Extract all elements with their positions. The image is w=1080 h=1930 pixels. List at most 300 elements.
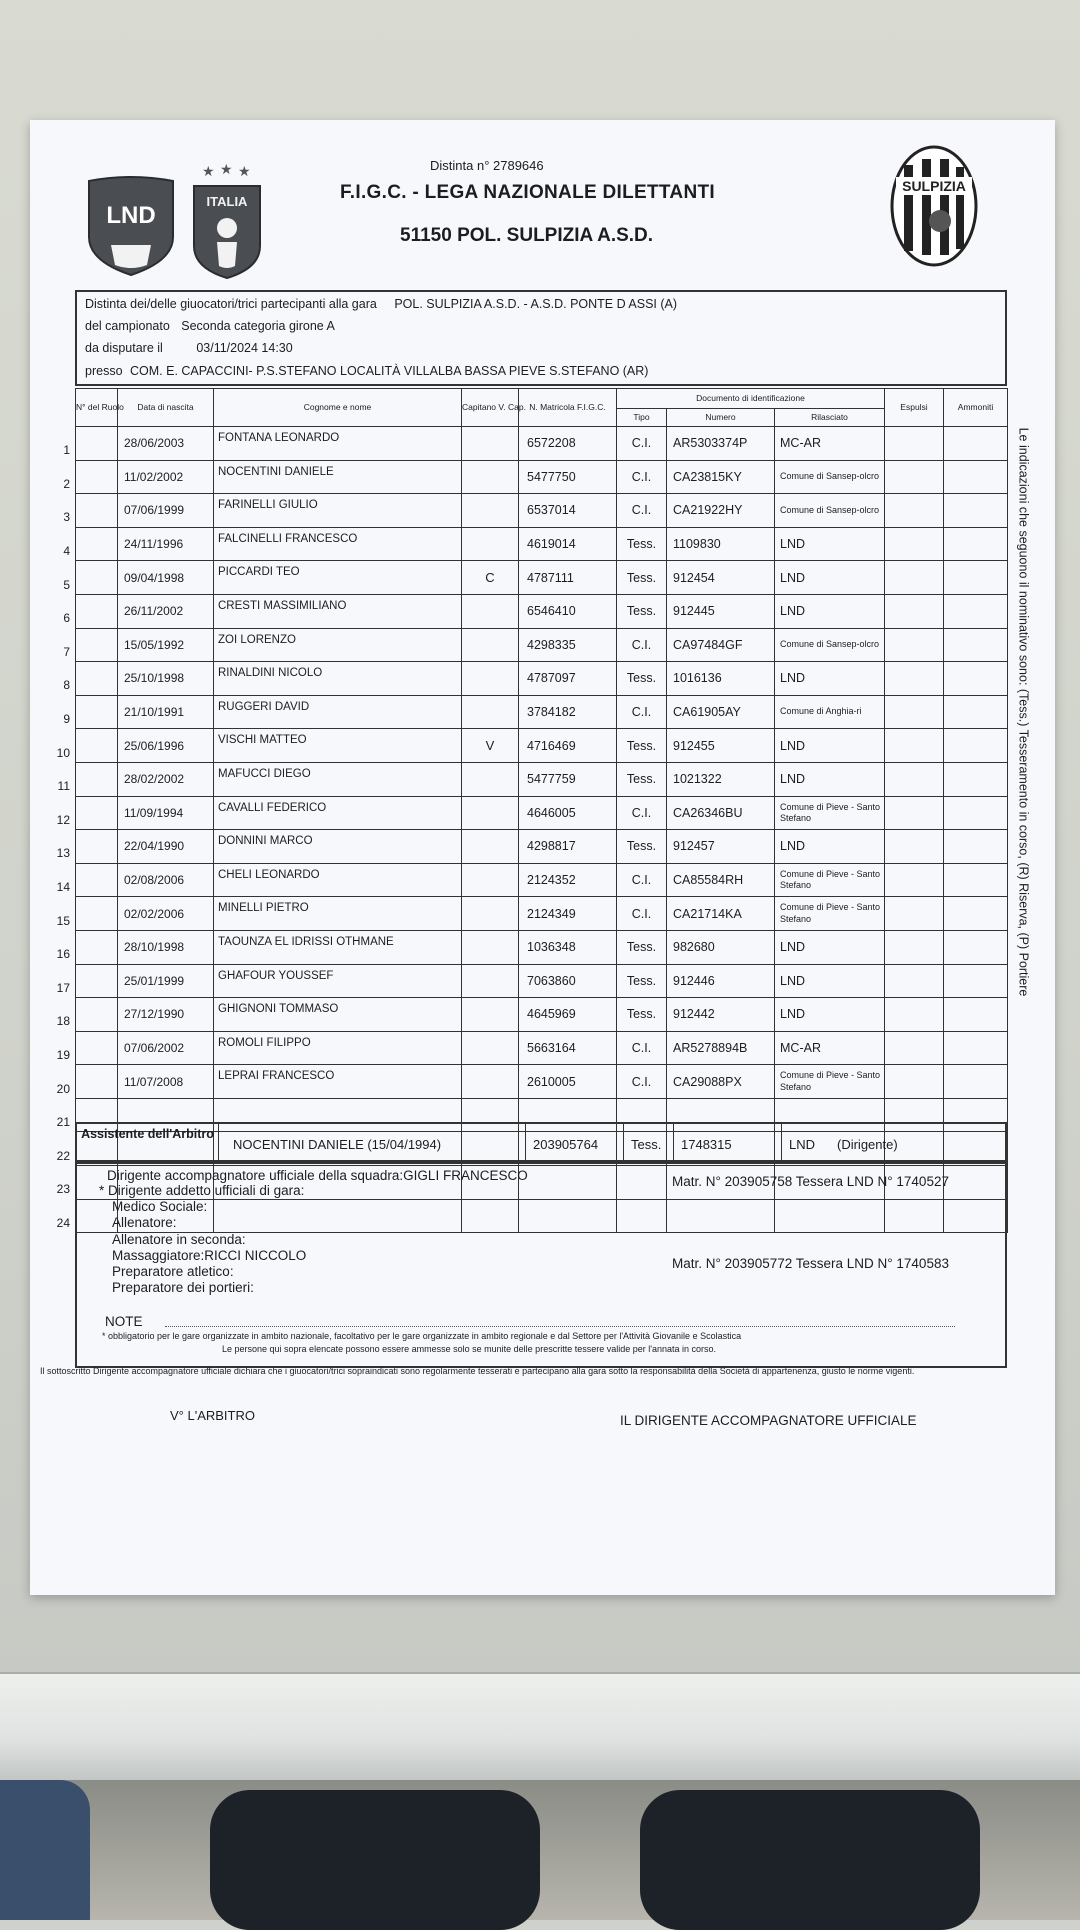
- matricola-cell: 2124349: [519, 897, 617, 931]
- ammoniti-cell: [944, 796, 1008, 830]
- espulsi-cell: [885, 662, 944, 696]
- captain-cell: [462, 762, 519, 796]
- doc-number-cell: 1109830: [667, 527, 775, 561]
- espulsi-cell: [885, 729, 944, 763]
- ruolo-cell: [63, 662, 118, 696]
- ruolo-cell: [56, 830, 118, 864]
- ammoniti-cell: [944, 830, 1008, 864]
- declaration-text: Il sottoscritto Dirigente accompagnatore ufficiale dichiara che i giuocatori/trici sopraindicati sono regolarmente tesserati e partecipano alla gara sotto la responsabilità della Società di appartenenza, giusto le norme vigenti.: [40, 1366, 915, 1376]
- birth-date-cell: 09/04/1998: [118, 561, 214, 595]
- matricola-cell: 4298335: [519, 628, 617, 662]
- doc-number-cell: 912445: [667, 594, 775, 628]
- issued-by-cell: Comune di Pieve - Santo Stefano: [775, 1065, 885, 1099]
- player-name-cell: GHIGNONI TOMMASO: [214, 998, 462, 1032]
- col-nascita: Data di nascita: [118, 389, 214, 427]
- espulsi-cell: [885, 1065, 944, 1099]
- row-number: 2: [63, 476, 70, 491]
- doc-number-cell: CA29088PX: [667, 1065, 775, 1099]
- player-row: [76, 729, 1008, 763]
- birth-date-cell: 25/10/1998: [118, 662, 214, 696]
- assistant-rilasciato: LND: [789, 1137, 816, 1152]
- issued-by-cell: Comune di Sansep-olcro: [775, 460, 885, 494]
- dirigente-line: Dirigente accompagnatore ufficiale della squadra:GIGLI FRANCESCO: [107, 1168, 528, 1183]
- match-sheet: [30, 120, 1055, 1595]
- matricola-cell: 4645969: [519, 998, 617, 1032]
- doc-type-cell: C.I.: [617, 897, 667, 931]
- matricola-cell: 1036348: [519, 930, 617, 964]
- birth-date-cell: 25/01/1999: [118, 964, 214, 998]
- doc-type-cell: C.I.: [617, 494, 667, 528]
- issued-by-cell: LND: [775, 762, 885, 796]
- jeans-leg: [0, 1780, 90, 1920]
- matricola-cell: 2124352: [519, 863, 617, 897]
- player-name-cell: CAVALLI FEDERICO: [214, 796, 462, 830]
- club-title: 51150 POL. SULPIZIA A.S.D.: [400, 225, 654, 246]
- player-name-cell: DONNINI MARCO: [214, 830, 462, 864]
- matricola-cell: 4787097: [519, 662, 617, 696]
- col-numero: Numero: [667, 409, 775, 427]
- espulsi-cell: [885, 695, 944, 729]
- doc-number-cell: CA61905AY: [667, 695, 775, 729]
- row-number: 3: [63, 510, 70, 525]
- ammoniti-cell: [944, 998, 1008, 1032]
- issued-by-cell: LND: [775, 729, 885, 763]
- ammoniti-cell: [944, 628, 1008, 662]
- row-number: 4: [63, 544, 70, 559]
- player-row: [76, 863, 1008, 897]
- birth-date-cell: 11/07/2008: [118, 1065, 214, 1099]
- ammoniti-cell: [944, 1031, 1008, 1065]
- ruolo-cell: [63, 628, 118, 662]
- issued-by-cell: Comune di Pieve - Santo Stefano: [775, 796, 885, 830]
- issued-by-cell: MC-AR: [775, 427, 885, 461]
- player-name-cell: MINELLI PIETRO: [214, 897, 462, 931]
- espulsi-cell: [885, 930, 944, 964]
- svg-text:SULPIZIA: SULPIZIA: [902, 178, 966, 194]
- player-name-cell: LEPRAI FRANCESCO: [214, 1065, 462, 1099]
- ruolo-cell: [63, 527, 118, 561]
- issued-by-cell: MC-AR: [775, 1031, 885, 1065]
- espulsi-cell: [885, 427, 944, 461]
- birth-date-cell: 25/06/1996: [118, 729, 214, 763]
- issued-by-cell: LND: [775, 594, 885, 628]
- espulsi-cell: [885, 762, 944, 796]
- birth-date-cell: 07/06/2002: [118, 1031, 214, 1065]
- doc-number-cell: 912442: [667, 998, 775, 1032]
- issued-by-cell: LND: [775, 527, 885, 561]
- row-number: 11: [57, 779, 70, 794]
- player-name-cell: RINALDINI NICOLO: [214, 662, 462, 696]
- doc-type-cell: Tess.: [617, 998, 667, 1032]
- doc-number-cell: CA85584RH: [667, 863, 775, 897]
- matricola-cell: 5477750: [519, 460, 617, 494]
- doc-type-cell: Tess.: [617, 930, 667, 964]
- doc-type-cell: C.I.: [617, 1031, 667, 1065]
- espulsi-cell: [885, 1031, 944, 1065]
- captain-cell: [462, 930, 519, 964]
- matricola-cell: 5663164: [519, 1031, 617, 1065]
- ammoniti-cell: [944, 863, 1008, 897]
- match-info: [75, 290, 1007, 386]
- ammoniti-cell: [944, 527, 1008, 561]
- ammoniti-cell: [944, 729, 1008, 763]
- matricola-cell: 3784182: [519, 695, 617, 729]
- espulsi-cell: [885, 897, 944, 931]
- sulpizia-logo: [890, 145, 978, 267]
- espulsi-cell: [885, 594, 944, 628]
- row-number: 21: [56, 1115, 70, 1130]
- matricola-cell: 7063860: [519, 964, 617, 998]
- captain-cell: [462, 695, 519, 729]
- col-ruolo: N° del Ruolo: [76, 389, 118, 427]
- player-row: [76, 561, 1008, 595]
- player-name-cell: RUGGERI DAVID: [214, 695, 462, 729]
- espulsi-cell: [885, 460, 944, 494]
- doc-type-cell: Tess.: [617, 662, 667, 696]
- issued-by-cell: Comune di Pieve - Santo Stefano: [775, 897, 885, 931]
- birth-date-cell: 22/04/1990: [118, 830, 214, 864]
- birth-date-cell: 02/02/2006: [118, 897, 214, 931]
- doc-number-cell: 912446: [667, 964, 775, 998]
- espulsi-cell: [885, 796, 944, 830]
- championship-value: Seconda categoria girone A: [181, 319, 335, 333]
- espulsi-cell: [885, 561, 944, 595]
- ammoniti-cell: [944, 695, 1008, 729]
- massaggiatore-matricola: Matr. N° 203905772 Tessera LND N° 1740583: [672, 1256, 949, 1271]
- matricola-cell: 6572208: [519, 427, 617, 461]
- matricola-cell: 4787111: [519, 561, 617, 595]
- doc-type-cell: C.I.: [617, 796, 667, 830]
- date-label: da disputare il: [85, 341, 163, 355]
- left-shoe: [210, 1790, 540, 1930]
- doc-number-cell: 912454: [667, 561, 775, 595]
- captain-cell: [462, 427, 519, 461]
- matricola-cell: 4646005: [519, 796, 617, 830]
- ruolo-cell: [56, 964, 118, 998]
- ruolo-cell: [63, 427, 118, 461]
- row-number: 20: [56, 1081, 70, 1096]
- captain-cell: [462, 527, 519, 561]
- espulsi-cell: [885, 527, 944, 561]
- birth-date-cell: 24/11/1996: [118, 527, 214, 561]
- doc-number-cell: CA21714KA: [667, 897, 775, 931]
- prep-portieri-line: Preparatore dei portieri:: [112, 1280, 254, 1295]
- allenatore-line: Allenatore:: [112, 1215, 177, 1230]
- birth-date-cell: 02/08/2006: [118, 863, 214, 897]
- doc-type-cell: Tess.: [617, 527, 667, 561]
- svg-text:LND: LND: [106, 202, 156, 229]
- doc-type-cell: C.I.: [617, 628, 667, 662]
- espulsi-cell: [885, 998, 944, 1032]
- doc-number-cell: CA23815KY: [667, 460, 775, 494]
- player-row: [76, 427, 1008, 461]
- player-name-cell: ROMOLI FILIPPO: [214, 1031, 462, 1065]
- col-nome: Cognome e nome: [214, 389, 462, 427]
- doc-type-cell: Tess.: [617, 561, 667, 595]
- player-name-cell: FONTANA LEONARDO: [214, 427, 462, 461]
- staff-section: [75, 1162, 1007, 1368]
- doc-type-cell: C.I.: [617, 695, 667, 729]
- espulsi-cell: [885, 964, 944, 998]
- matricola-cell: 5477759: [519, 762, 617, 796]
- doc-type-cell: Tess.: [617, 729, 667, 763]
- player-row: [76, 1065, 1008, 1099]
- captain-cell: [462, 460, 519, 494]
- match-date: 03/11/2024 14:30: [196, 341, 293, 355]
- doc-number-cell: CA21922HY: [667, 494, 775, 528]
- ruolo-cell: [56, 930, 118, 964]
- match-teams: POL. SULPIZIA A.S.D. - A.S.D. PONTE D ASSI (A): [394, 297, 678, 311]
- ammoniti-cell: [944, 662, 1008, 696]
- issued-by-cell: LND: [775, 964, 885, 998]
- ruolo-cell: [63, 460, 118, 494]
- doc-number-cell: 912455: [667, 729, 775, 763]
- ammoniti-cell: [944, 762, 1008, 796]
- dirigente-matricola: Matr. N° 203905758 Tessera LND N° 1740527: [672, 1174, 949, 1189]
- espulsi-cell: [885, 628, 944, 662]
- fine-print-2: Le persone qui sopra elencate possono essere ammesse solo se munite delle prescritte tessere valide per l'annata in corso.: [222, 1344, 716, 1354]
- row-number: 12: [56, 812, 70, 827]
- player-row: [76, 1031, 1008, 1065]
- birth-date-cell: 07/06/1999: [118, 494, 214, 528]
- ruolo-cell: [56, 897, 118, 931]
- player-name-cell: VISCHI MATTEO: [214, 729, 462, 763]
- ruolo-cell: [56, 729, 118, 763]
- ammoniti-cell: [944, 460, 1008, 494]
- birth-date-cell: 26/11/2002: [118, 594, 214, 628]
- allenatore2-line: Allenatore in seconda:: [112, 1232, 246, 1247]
- player-row: [76, 762, 1008, 796]
- row-number: 5: [63, 577, 70, 592]
- ruolo-cell: [56, 796, 118, 830]
- federation-title: F.I.G.C. - LEGA NAZIONALE DILETTANTI: [340, 182, 715, 203]
- assistant-role: (Dirigente): [837, 1137, 898, 1152]
- svg-text:ITALIA: ITALIA: [206, 194, 248, 209]
- birth-date-cell: 27/12/1990: [118, 998, 214, 1032]
- player-row: [76, 594, 1008, 628]
- row-number: 7: [63, 644, 70, 659]
- ruolo-cell: [63, 594, 118, 628]
- ruolo-cell: [63, 695, 118, 729]
- captain-cell: [462, 830, 519, 864]
- col-ammoniti: Ammoniti: [944, 389, 1008, 427]
- doc-type-cell: Tess.: [617, 830, 667, 864]
- col-documento: Documento di identificazione: [617, 389, 885, 409]
- lnd-logo: [85, 175, 177, 279]
- birth-date-cell: 21/10/1991: [118, 695, 214, 729]
- ammoniti-cell: [944, 594, 1008, 628]
- player-name-cell: FARINELLI GIULIO: [214, 494, 462, 528]
- assistant-label: Assistente dell'Arbitro: [77, 1124, 219, 1160]
- birth-date-cell: 11/02/2002: [118, 460, 214, 494]
- dirigente-signature-label: IL DIRIGENTE ACCOMPAGNATORE UFFICIALE: [620, 1413, 917, 1428]
- medico-line: Medico Sociale:: [112, 1199, 208, 1214]
- doc-number-cell: AR5303374P: [667, 427, 775, 461]
- issued-by-cell: Comune di Sansep-olcro: [775, 628, 885, 662]
- player-row: [76, 964, 1008, 998]
- row-number: 14: [56, 880, 70, 895]
- row-number: 10: [56, 745, 70, 760]
- championship-label: del campionato: [85, 319, 170, 333]
- row-number: 13: [56, 846, 70, 861]
- player-row: [76, 460, 1008, 494]
- right-shoe: [640, 1790, 980, 1930]
- ammoniti-cell: [944, 897, 1008, 931]
- doc-type-cell: C.I.: [617, 460, 667, 494]
- player-row: [76, 998, 1008, 1032]
- espulsi-cell: [885, 830, 944, 864]
- player-row: [76, 628, 1008, 662]
- captain-cell: [462, 863, 519, 897]
- captain-cell: [462, 594, 519, 628]
- matricola-cell: 4716469: [519, 729, 617, 763]
- matricola-cell: 4298817: [519, 830, 617, 864]
- issued-by-cell: LND: [775, 998, 885, 1032]
- player-row: [76, 897, 1008, 931]
- col-rilasciato: Rilasciato: [775, 409, 885, 427]
- table-edge: [0, 1672, 1080, 1784]
- doc-number-cell: CA26346BU: [667, 796, 775, 830]
- doc-number-cell: 982680: [667, 930, 775, 964]
- issued-by-cell: Comune di Pieve - Santo Stefano: [775, 863, 885, 897]
- svg-text:★: ★: [238, 163, 251, 179]
- side-note: Le indicazioni che seguono il nominativo sono: (Tess.) Tesseramento in corso, (R) Riserva, (P) Portiere: [1016, 427, 1030, 997]
- doc-type-cell: Tess.: [617, 762, 667, 796]
- captain-cell: [462, 662, 519, 696]
- doc-number-cell: 912457: [667, 830, 775, 864]
- venue-value: COM. E. CAPACCINI- P.S.STEFANO LOCALITÀ VILLALBA BASSA PIEVE S.STEFANO (AR): [130, 364, 649, 378]
- matricola-cell: 2610005: [519, 1065, 617, 1099]
- player-name-cell: NOCENTINI DANIELE: [214, 460, 462, 494]
- italia-logo: [190, 162, 264, 280]
- row-number: 22: [56, 1148, 70, 1163]
- captain-cell: [462, 494, 519, 528]
- ruolo-cell: [63, 494, 118, 528]
- ammoniti-cell: [944, 1065, 1008, 1099]
- col-matricola: N. Matricola F.I.G.C.: [519, 389, 617, 427]
- captain-cell: V: [462, 729, 519, 763]
- player-row: [76, 930, 1008, 964]
- captain-cell: [462, 964, 519, 998]
- players-table: [56, 388, 1008, 1233]
- ammoniti-cell: [944, 494, 1008, 528]
- doc-number-cell: 1021322: [667, 762, 775, 796]
- birth-date-cell: 15/05/1992: [118, 628, 214, 662]
- participants-label: Distinta dei/delle giuocatori/trici partecipanti alla gara: [85, 297, 377, 311]
- player-name-cell: MAFUCCI DIEGO: [214, 762, 462, 796]
- doc-number-cell: AR5278894B: [667, 1031, 775, 1065]
- player-row: [76, 662, 1008, 696]
- ammoniti-cell: [944, 561, 1008, 595]
- row-number: 16: [56, 947, 70, 962]
- captain-cell: [462, 796, 519, 830]
- espulsi-cell: [885, 494, 944, 528]
- doc-type-cell: C.I.: [617, 427, 667, 461]
- ruolo-cell: [56, 998, 118, 1032]
- birth-date-cell: 28/02/2002: [118, 762, 214, 796]
- ammoniti-cell: [944, 427, 1008, 461]
- note-dotted-line: [165, 1326, 955, 1327]
- ammoniti-cell: [944, 964, 1008, 998]
- prep-atletico-line: Preparatore atletico:: [112, 1264, 234, 1279]
- fine-print-1: * obbligatorio per le gare organizzate in ambito nazionale, facoltativo per le gare organizzate in ambito regionale e dal Settore per l'Attività Giovanile e Scolastica: [102, 1331, 742, 1341]
- assistant-tipo: Tess.: [631, 1137, 662, 1152]
- assistant-name: NOCENTINI DANIELE (15/04/1994): [233, 1137, 442, 1152]
- doc-number-cell: 1016136: [667, 662, 775, 696]
- player-name-cell: GHAFOUR YOUSSEF: [214, 964, 462, 998]
- assistant-numero: 1748315: [681, 1137, 732, 1152]
- captain-cell: [462, 897, 519, 931]
- birth-date-cell: 11/09/1994: [118, 796, 214, 830]
- issued-by-cell: LND: [775, 930, 885, 964]
- player-row: [76, 830, 1008, 864]
- row-number: 6: [63, 611, 70, 626]
- doc-type-cell: Tess.: [617, 964, 667, 998]
- issued-by-cell: Comune di Sansep-olcro: [775, 494, 885, 528]
- matricola-cell: 4619014: [519, 527, 617, 561]
- arbitro-signature-label: V° L'ARBITRO: [170, 1408, 255, 1423]
- player-name-cell: CRESTI MASSIMILIANO: [214, 594, 462, 628]
- row-number: 24: [56, 1215, 70, 1230]
- col-tipo: Tipo: [617, 409, 667, 427]
- player-name-cell: PICCARDI TEO: [214, 561, 462, 595]
- row-number: 15: [56, 913, 70, 928]
- player-name-cell: FALCINELLI FRANCESCO: [214, 527, 462, 561]
- row-number: 18: [56, 1014, 70, 1029]
- espulsi-cell: [885, 863, 944, 897]
- note-label: NOTE: [105, 1314, 143, 1329]
- captain-cell: [462, 998, 519, 1032]
- player-name-cell: CHELI LEONARDO: [214, 863, 462, 897]
- captain-cell: [462, 1031, 519, 1065]
- ruolo-cell: [63, 561, 118, 595]
- matricola-cell: 6546410: [519, 594, 617, 628]
- ruolo-cell: [57, 762, 118, 796]
- captain-cell: [462, 628, 519, 662]
- col-espulsi: Espulsi: [885, 389, 944, 427]
- birth-date-cell: 28/10/1998: [118, 930, 214, 964]
- row-number: 17: [56, 980, 70, 995]
- doc-type-cell: C.I.: [617, 863, 667, 897]
- player-row: [76, 695, 1008, 729]
- player-row: [76, 527, 1008, 561]
- doc-type-cell: C.I.: [617, 1065, 667, 1099]
- ruolo-cell: [56, 863, 118, 897]
- player-row: [76, 796, 1008, 830]
- row-number: 19: [56, 1047, 70, 1062]
- issued-by-cell: LND: [775, 830, 885, 864]
- svg-text:★: ★: [220, 161, 233, 177]
- addetto-line: * Dirigente addetto ufficiali di gara:: [99, 1183, 305, 1198]
- ruolo-cell: [56, 1031, 118, 1065]
- ruolo-cell: [56, 1065, 118, 1099]
- row-number: 23: [56, 1182, 70, 1197]
- issued-by-cell: LND: [775, 561, 885, 595]
- doc-type-cell: Tess.: [617, 594, 667, 628]
- svg-text:★: ★: [202, 163, 215, 179]
- matricola-cell: 6537014: [519, 494, 617, 528]
- captain-cell: [462, 1065, 519, 1099]
- col-capitano: Capitano V. Cap.: [462, 389, 519, 427]
- player-row: [76, 494, 1008, 528]
- row-number: 8: [63, 678, 70, 693]
- venue-label: presso: [85, 364, 123, 378]
- massaggiatore-line: Massaggiatore:RICCI NICCOLO: [112, 1248, 307, 1263]
- ammoniti-cell: [944, 930, 1008, 964]
- distinta-number: Distinta n° 2789646: [430, 158, 544, 173]
- assistant-matricola: 203905764: [533, 1137, 599, 1152]
- row-number: 1: [63, 443, 70, 458]
